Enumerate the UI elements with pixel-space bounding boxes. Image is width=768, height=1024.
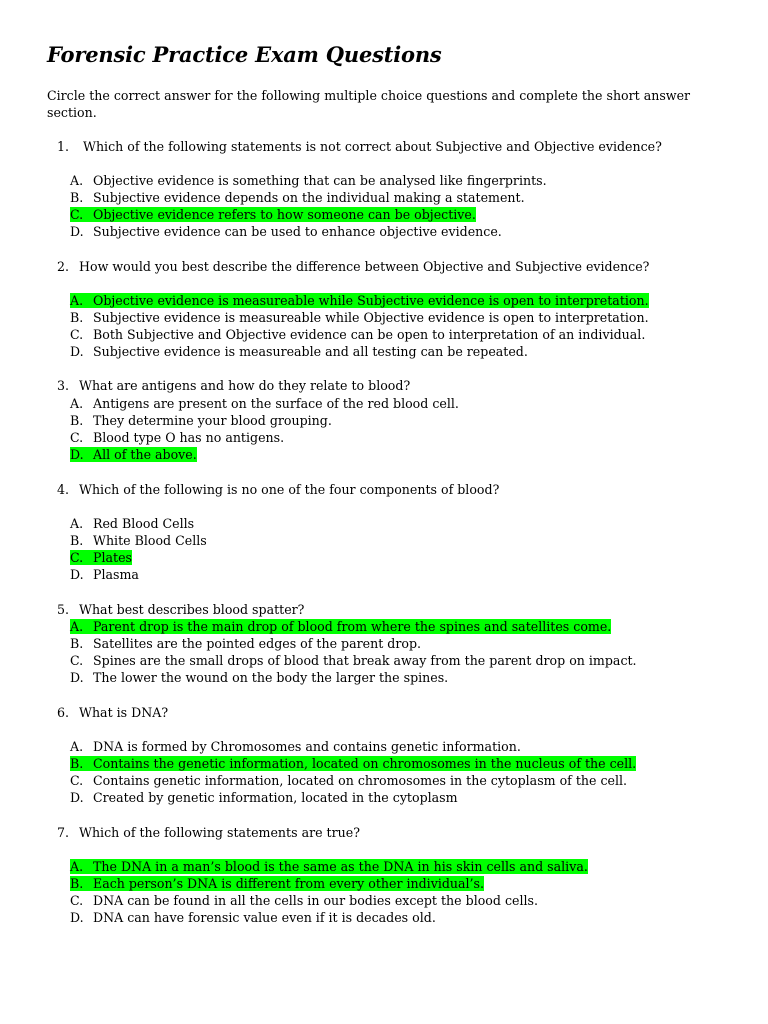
q4-option-b[interactable] <box>70 532 207 549</box>
q7-option-b[interactable] <box>70 875 484 892</box>
instructions: Circle the correct answer for the following multiple choice questions and complete the short answer section. <box>47 88 691 121</box>
option-text: Subjective evidence is measureable while Objective evidence is open to interpretation. <box>93 310 649 325</box>
option-text: Plates <box>93 550 132 565</box>
option-letter: A. <box>70 739 84 754</box>
option-letter: C. <box>70 653 84 668</box>
q3-option-c[interactable] <box>70 429 284 446</box>
option-letter: D. <box>70 447 84 462</box>
option-letter: B. <box>70 190 84 205</box>
question-1 <box>57 138 662 155</box>
question-number: 4. <box>57 482 70 497</box>
option-text: Subjective evidence can be used to enhance objective evidence. <box>93 224 502 239</box>
question-number: 2. <box>57 259 70 274</box>
question-3 <box>57 377 410 394</box>
option-text: The lower the wound on the body the larger the spines. <box>93 670 449 685</box>
option-text: White Blood Cells <box>93 533 207 548</box>
option-letter: A. <box>70 396 84 411</box>
option-text: Satellites are the pointed edges of the parent drop. <box>93 636 422 651</box>
question-5 <box>57 601 304 618</box>
option-text: Objective evidence is measureable while Subjective evidence is open to interpretation. <box>93 293 649 308</box>
option-text: Red Blood Cells <box>93 516 195 531</box>
option-letter: A. <box>70 859 84 874</box>
page-title: Forensic Practice Exam Questions <box>47 42 442 67</box>
question-text: Which of the following is no one of the four components of blood? <box>79 482 500 497</box>
question-text: Which of the following statements are true? <box>79 825 360 840</box>
option-letter: C. <box>70 207 84 222</box>
option-letter: C. <box>70 430 84 445</box>
question-text: What are antigens and how do they relate to blood? <box>79 378 411 393</box>
question-text: What is DNA? <box>79 705 169 720</box>
q3-option-a[interactable] <box>70 395 459 412</box>
option-text: Blood type O has no antigens. <box>93 430 285 445</box>
option-text: Subjective evidence is measureable and all testing can be repeated. <box>93 344 528 359</box>
option-letter: D. <box>70 224 84 239</box>
option-letter: A. <box>70 173 84 188</box>
q6-option-b[interactable] <box>70 755 636 772</box>
question-text: Which of the following statements is not correct about Subjective and Objective evidence? <box>83 139 662 154</box>
option-letter: C. <box>70 893 84 908</box>
option-letter: C. <box>70 327 84 342</box>
option-text: They determine your blood grouping. <box>93 413 332 428</box>
q6-option-d[interactable] <box>70 789 458 806</box>
option-letter: B. <box>70 756 84 771</box>
q4-option-d[interactable] <box>70 566 139 583</box>
option-text: Both Subjective and Objective evidence can be open to interpretation of an individual. <box>93 327 646 342</box>
option-text: DNA is formed by Chromosomes and contains genetic information. <box>93 739 521 754</box>
option-text: Contains the genetic information, located on chromosomes in the nucleus of the cell. <box>93 756 637 771</box>
q6-option-a[interactable] <box>70 738 521 755</box>
q1-option-b[interactable] <box>70 189 525 206</box>
option-text: DNA can have forensic value even if it is decades old. <box>93 910 436 925</box>
q2-option-c[interactable] <box>70 326 645 343</box>
option-text: Objective evidence is something that can be analysed like fingerprints. <box>93 173 547 188</box>
option-letter: D. <box>70 910 84 925</box>
option-letter: C. <box>70 550 84 565</box>
q3-option-d[interactable] <box>70 446 197 463</box>
question-number: 5. <box>57 602 70 617</box>
option-text: Created by genetic information, located in the cytoplasm <box>93 790 458 805</box>
option-letter: B. <box>70 876 84 891</box>
option-letter: D. <box>70 670 84 685</box>
q5-option-b[interactable] <box>70 635 421 652</box>
question-text: What best describes blood spatter? <box>79 602 305 617</box>
q7-option-d[interactable] <box>70 909 436 926</box>
q2-option-b[interactable] <box>70 309 649 326</box>
question-7 <box>57 824 360 841</box>
option-letter: B. <box>70 413 84 428</box>
question-2 <box>57 258 649 275</box>
option-letter: B. <box>70 310 84 325</box>
option-letter: A. <box>70 516 84 531</box>
q4-option-c[interactable] <box>70 549 132 566</box>
question-text: How would you best describe the difference between Objective and Subjective evidence? <box>79 259 650 274</box>
q6-option-c[interactable] <box>70 772 627 789</box>
q5-option-c[interactable] <box>70 652 637 669</box>
question-4 <box>57 481 499 498</box>
q7-option-c[interactable] <box>70 892 538 909</box>
option-text: DNA can be found in all the cells in our bodies except the blood cells. <box>93 893 538 908</box>
option-text: Antigens are present on the surface of the red blood cell. <box>93 396 459 411</box>
q5-option-a[interactable] <box>70 618 611 635</box>
option-text: Subjective evidence depends on the individual making a statement. <box>93 190 525 205</box>
option-letter: D. <box>70 567 84 582</box>
option-text: All of the above. <box>93 447 197 462</box>
option-text: Each person’s DNA is different from every other individual’s. <box>93 876 485 891</box>
q4-option-a[interactable] <box>70 515 194 532</box>
q1-option-a[interactable] <box>70 172 547 189</box>
q2-option-a[interactable] <box>70 292 649 309</box>
q5-option-d[interactable] <box>70 669 448 686</box>
option-text: Plasma <box>93 567 139 582</box>
option-letter: A. <box>70 619 84 634</box>
option-text: Spines are the small drops of blood that break away from the parent drop on impact. <box>93 653 637 668</box>
question-number: 1. <box>57 139 70 154</box>
option-letter: D. <box>70 344 84 359</box>
option-letter: B. <box>70 533 84 548</box>
option-text: Objective evidence refers to how someone can be objective. <box>93 207 476 222</box>
question-number: 3. <box>57 378 70 393</box>
q7-option-a[interactable] <box>70 858 588 875</box>
option-letter: A. <box>70 293 84 308</box>
option-letter: C. <box>70 773 84 788</box>
q3-option-b[interactable] <box>70 412 332 429</box>
q1-option-d[interactable] <box>70 223 502 240</box>
question-number: 7. <box>57 825 70 840</box>
option-text: Contains genetic information, located on chromosomes in the cytoplasm of the cell. <box>93 773 628 788</box>
q1-option-c[interactable] <box>70 206 476 223</box>
option-letter: B. <box>70 636 84 651</box>
option-text: Parent drop is the main drop of blood from where the spines and satellites come. <box>93 619 612 634</box>
option-text: The DNA in a man’s blood is the same as the DNA in his skin cells and saliva. <box>93 859 588 874</box>
q2-option-d[interactable] <box>70 343 528 360</box>
option-letter: D. <box>70 790 84 805</box>
question-number: 6. <box>57 705 70 720</box>
question-6 <box>57 704 168 721</box>
